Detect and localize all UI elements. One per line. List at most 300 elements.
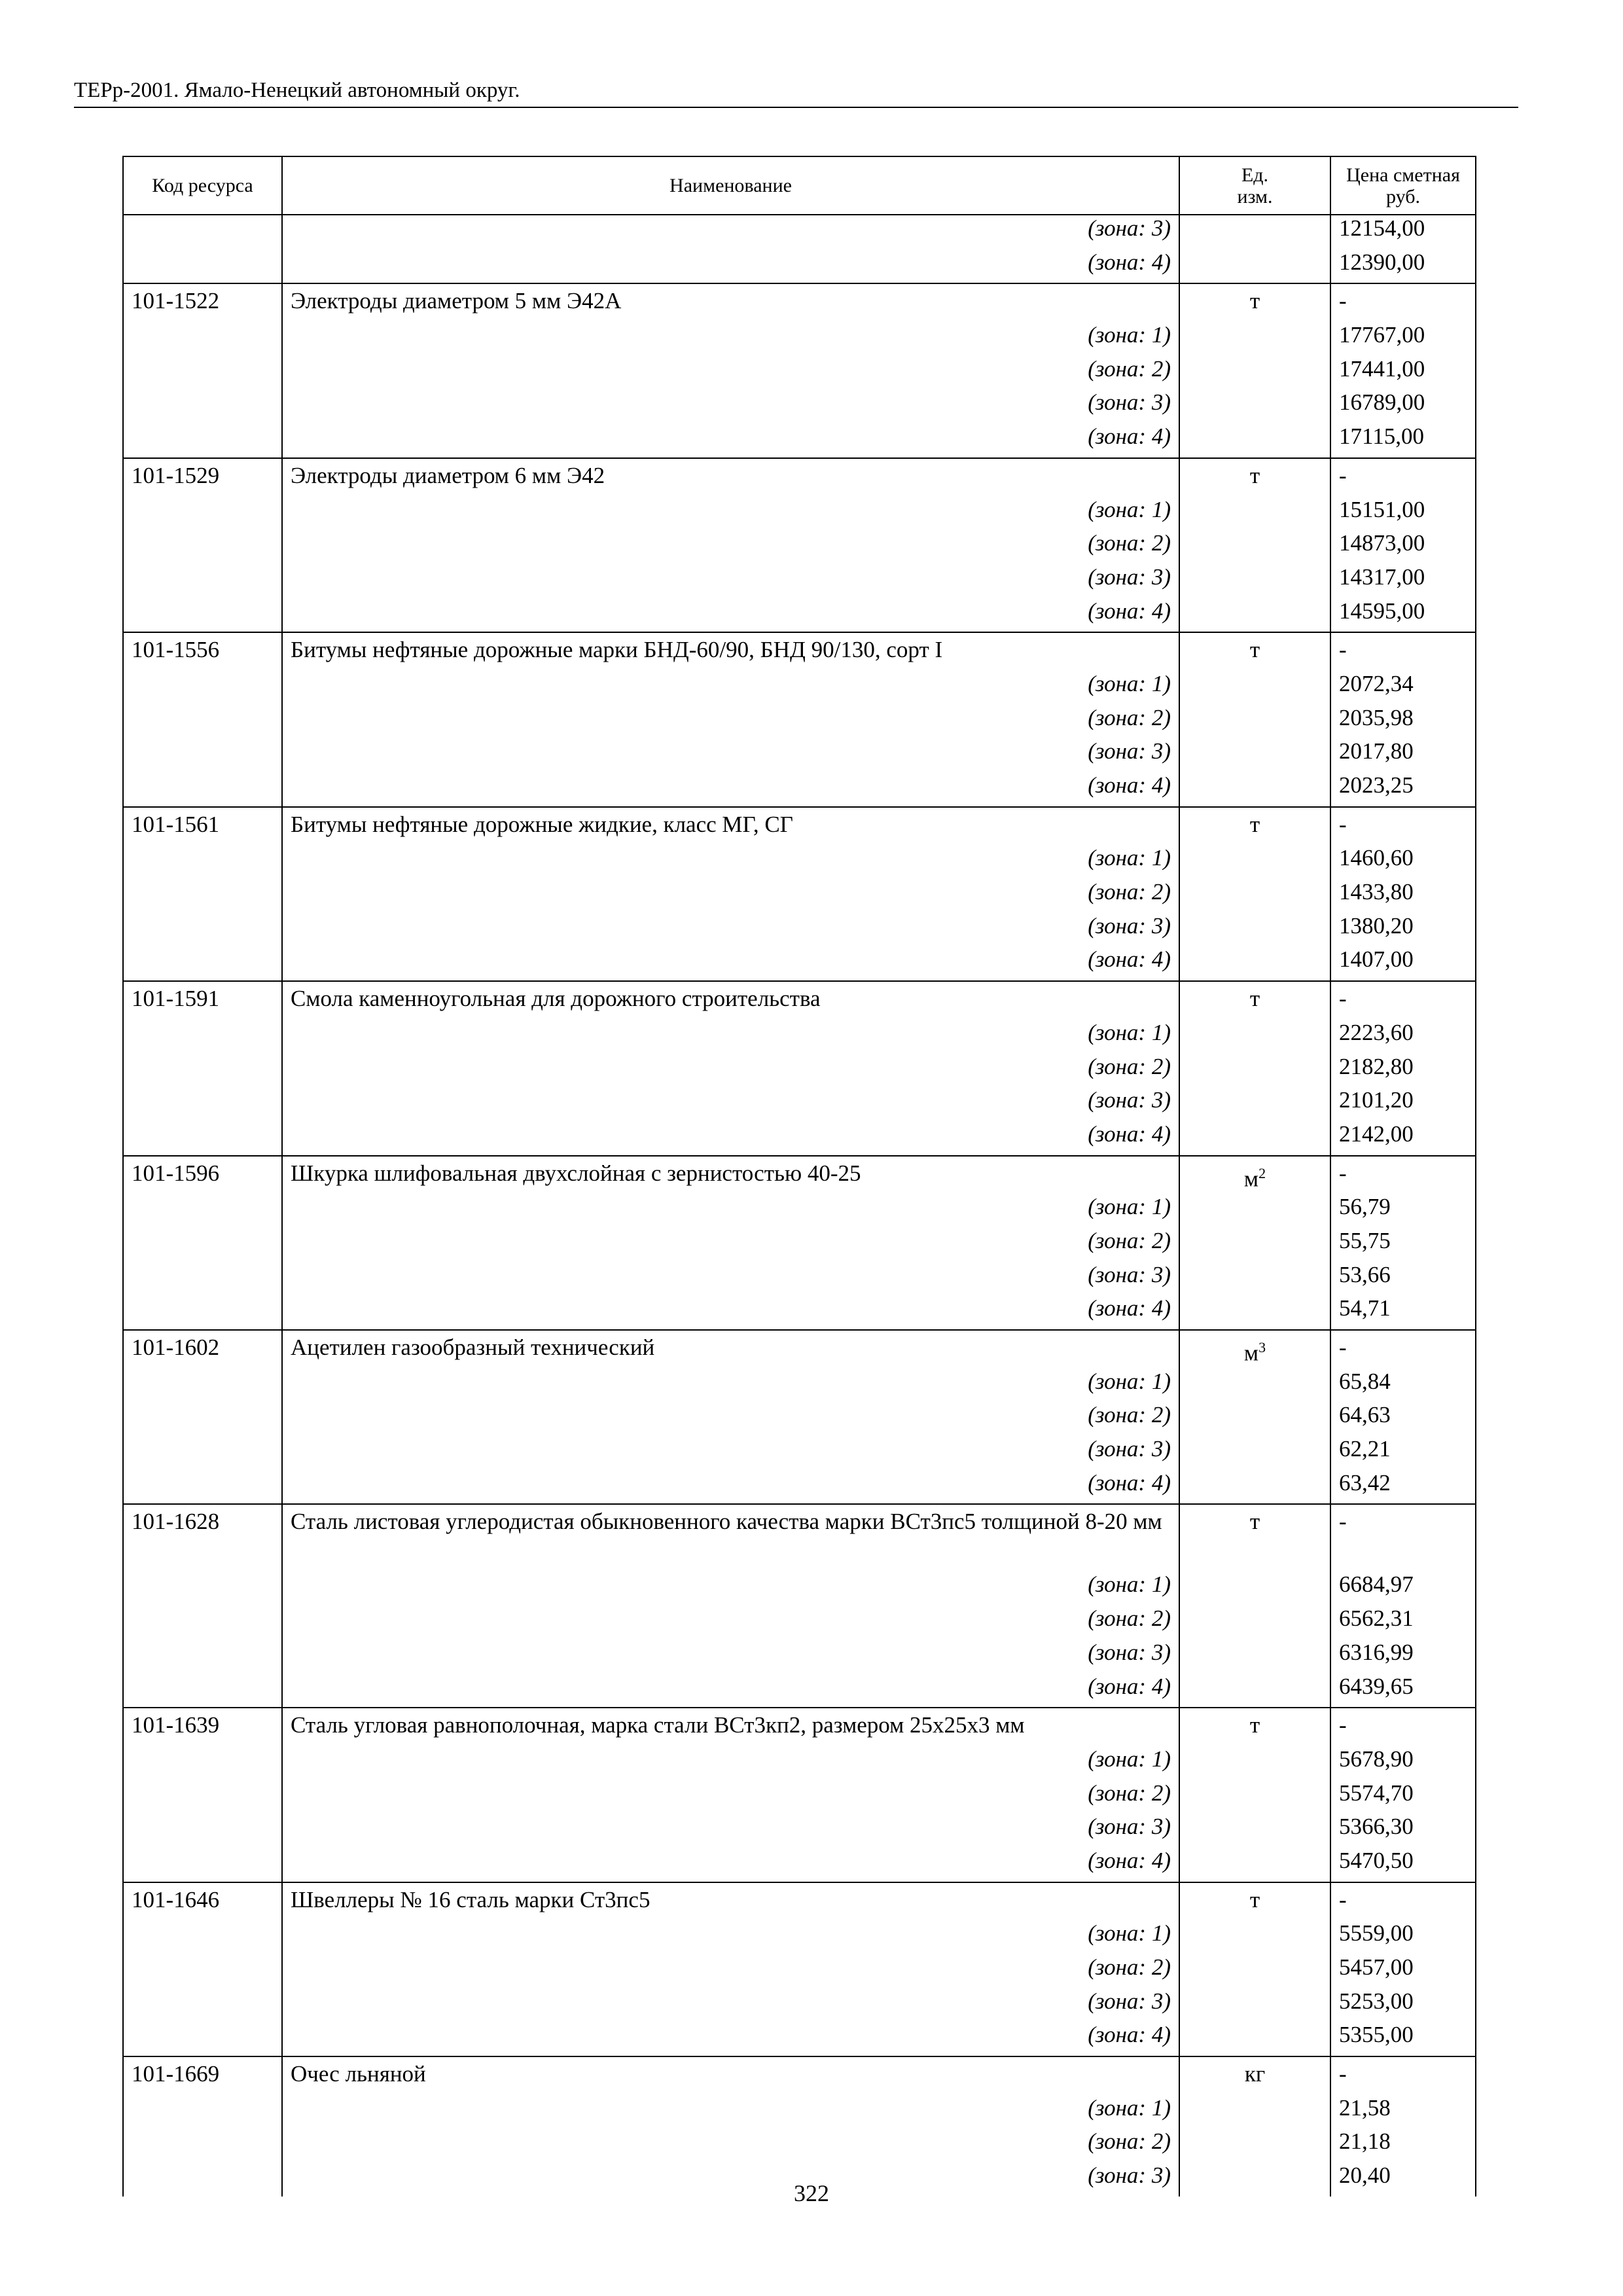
unit-cell: [1179, 845, 1330, 879]
zone-row: [123, 2095, 1476, 2129]
unit-cell: [1179, 1369, 1330, 1403]
code-cell: [123, 1228, 282, 1262]
zone-row: [123, 1920, 1476, 1954]
zone-price: 14595,00: [1330, 598, 1476, 633]
unit-cell: [1179, 598, 1330, 633]
resource-row: [123, 632, 1476, 671]
zone-label: (зона: 1): [282, 1746, 1179, 1780]
zone-label: (зона: 3): [282, 1988, 1179, 2022]
zone-label: (зона: 3): [282, 1814, 1179, 1848]
zone-row: [123, 1228, 1476, 1262]
page-number: 322: [794, 2180, 829, 2206]
zone-label: (зона: 2): [282, 705, 1179, 739]
code-cell: [123, 1920, 282, 1954]
table-header-row: [123, 156, 1476, 215]
zone-label: (зона: 3): [282, 215, 1179, 249]
unit-cell: [1179, 1470, 1330, 1505]
code-cell: [123, 564, 282, 598]
resource-price: -: [1330, 458, 1476, 497]
zone-label: (зона: 4): [282, 2022, 1179, 2056]
zone-price: 2142,00: [1330, 1121, 1476, 1156]
resource-code: 101-1522: [123, 283, 282, 322]
zone-label: (зона: 1): [282, 1194, 1179, 1228]
resource-unit-text: т: [1249, 986, 1260, 1012]
unit-cell: [1179, 879, 1330, 913]
code-cell: [123, 1640, 282, 1674]
resource-name: Очес льняной: [282, 2056, 1179, 2095]
zone-row: [123, 389, 1476, 423]
zone-label: (зона: 1): [282, 845, 1179, 879]
resource-code: 101-1669: [123, 2056, 282, 2095]
resource-name: Швеллеры № 16 сталь марки Ст3пс5: [282, 1882, 1179, 1921]
zone-price: 1407,00: [1330, 946, 1476, 981]
zone-label: (зона: 2): [282, 1228, 1179, 1262]
resource-code: 101-1602: [123, 1330, 282, 1369]
code-cell: [123, 946, 282, 981]
zone-label: (зона: 1): [282, 671, 1179, 705]
zone-label: (зона: 1): [282, 322, 1179, 356]
resource-name: Смола каменноугольная для дорожного строительства: [282, 981, 1179, 1020]
zone-label: (зона: 4): [282, 1121, 1179, 1156]
code-cell: [123, 1054, 282, 1088]
resource-unit-text: кг: [1244, 2061, 1266, 2087]
zone-row: [123, 1571, 1476, 1605]
code-cell: [123, 1746, 282, 1780]
resource-unit: [1179, 1504, 1330, 1571]
unit-cell: [1179, 1436, 1330, 1470]
unit-cell: [1179, 913, 1330, 947]
resource-name: Битумы нефтяные дорожные жидкие, класс МГ, СГ: [282, 807, 1179, 846]
zone-label: (зона: 4): [282, 1674, 1179, 1708]
code-cell: [123, 322, 282, 356]
zone-row: [123, 946, 1476, 981]
zone-label: (зона: 4): [282, 423, 1179, 458]
zone-label: (зона: 4): [282, 1295, 1179, 1330]
code-cell: [123, 1194, 282, 1228]
zone-row: [123, 598, 1476, 633]
zone-row: [123, 1054, 1476, 1088]
resource-row: [123, 283, 1476, 322]
zone-label: (зона: 2): [282, 1954, 1179, 1988]
zone-price: 6684,97: [1330, 1571, 1476, 1605]
zone-price: 62,21: [1330, 1436, 1476, 1470]
zone-row: [123, 1674, 1476, 1708]
zone-row: [123, 1814, 1476, 1848]
unit-cell: [1179, 1988, 1330, 2022]
zone-row: [123, 772, 1476, 807]
unit-cell: [1179, 564, 1330, 598]
zone-price: 1380,20: [1330, 913, 1476, 947]
unit-cell: [1179, 1954, 1330, 1988]
resource-name: Электроды диаметром 6 мм Э42: [282, 458, 1179, 497]
resource-unit-text: т: [1249, 1509, 1260, 1535]
code-cell: [123, 1020, 282, 1054]
resource-code: 101-1556: [123, 632, 282, 671]
code-cell: [123, 497, 282, 531]
unit-exponent: 3: [1258, 1339, 1266, 1355]
zone-label: (зона: 3): [282, 1436, 1179, 1470]
resource-row: [123, 981, 1476, 1020]
resource-price: -: [1330, 1504, 1476, 1571]
resource-unit: [1179, 1882, 1330, 1921]
zone-price: 6439,65: [1330, 1674, 1476, 1708]
zone-row: [123, 879, 1476, 913]
code-cell: [123, 1087, 282, 1121]
unit-cell: [1179, 497, 1330, 531]
zone-row: [123, 1780, 1476, 1814]
code-cell: [123, 2128, 282, 2162]
zone-label: (зона: 3): [282, 564, 1179, 598]
zone-price: 2182,80: [1330, 1054, 1476, 1088]
unit-cell: [1179, 1920, 1330, 1954]
resource-unit: [1179, 1708, 1330, 1746]
unit-cell: [1179, 389, 1330, 423]
price-table: [122, 156, 1476, 2197]
zone-price: 5574,70: [1330, 1780, 1476, 1814]
zone-price: 5559,00: [1330, 1920, 1476, 1954]
column-header-unit: [1179, 156, 1330, 215]
code-cell: [123, 772, 282, 807]
column-header-price: [1330, 156, 1476, 215]
resource-unit: [1179, 2056, 1330, 2095]
zone-price: 21,58: [1330, 2095, 1476, 2129]
zone-row: [123, 1470, 1476, 1505]
zone-label: (зона: 2): [282, 1054, 1179, 1088]
resource-unit: [1179, 1156, 1330, 1194]
zone-label: (зона: 4): [282, 772, 1179, 807]
code-cell: [123, 1605, 282, 1640]
zone-row: [123, 1295, 1476, 1330]
column-header-name: Наименование: [282, 156, 1179, 215]
unit-cell: [1179, 946, 1330, 981]
zone-label: (зона: 4): [282, 598, 1179, 633]
code-cell: [123, 2022, 282, 2056]
zone-label: (зона: 1): [282, 1920, 1179, 1954]
zone-row: [123, 1954, 1476, 1988]
column-header-code: Код ресурса: [123, 156, 282, 215]
unit-cell: [1179, 1087, 1330, 1121]
unit-cell: [1179, 1814, 1330, 1848]
zone-label: (зона: 2): [282, 1402, 1179, 1436]
zone-label: (зона: 4): [282, 249, 1179, 284]
zone-price: 5253,00: [1330, 1988, 1476, 2022]
resource-unit-text: т: [1249, 462, 1260, 488]
zone-row: [123, 913, 1476, 947]
resource-unit-text: м: [1243, 1166, 1259, 1192]
zone-price: 2072,34: [1330, 671, 1476, 705]
zone-label: (зона: 3): [282, 738, 1179, 772]
resource-price: -: [1330, 1330, 1476, 1369]
resource-unit-text: т: [1249, 637, 1260, 663]
unit-cell: [1179, 1640, 1330, 1674]
zone-price: 12390,00: [1330, 249, 1476, 284]
resource-price: -: [1330, 283, 1476, 322]
unit-cell: [1179, 215, 1330, 249]
code-cell: [123, 423, 282, 458]
unit-cell: [1179, 1262, 1330, 1296]
resource-name: Электроды диаметром 5 мм Э42А: [282, 283, 1179, 322]
zone-label: (зона: 4): [282, 1470, 1179, 1505]
code-cell: [123, 389, 282, 423]
zone-row: [123, 322, 1476, 356]
resource-price: -: [1330, 807, 1476, 846]
code-cell: [123, 530, 282, 564]
code-cell: [123, 1674, 282, 1708]
zone-price: 65,84: [1330, 1369, 1476, 1403]
resource-code: 101-1529: [123, 458, 282, 497]
code-cell: [123, 1436, 282, 1470]
zone-label: (зона: 3): [282, 389, 1179, 423]
code-cell: [123, 356, 282, 390]
zone-price: 64,63: [1330, 1402, 1476, 1436]
zone-row: [123, 1988, 1476, 2022]
zone-label: (зона: 3): [282, 2162, 1179, 2197]
zone-price: 5366,30: [1330, 1814, 1476, 1848]
resource-name: Ацетилен газообразный технический: [282, 1330, 1179, 1369]
unit-cell: [1179, 2095, 1330, 2129]
unit-cell: [1179, 1780, 1330, 1814]
zone-row: [123, 1605, 1476, 1640]
code-cell: [123, 738, 282, 772]
resource-unit: [1179, 1330, 1330, 1369]
resource-unit-text: т: [1249, 1712, 1260, 1738]
resource-row: [123, 1504, 1476, 1571]
zone-price: 5678,90: [1330, 1746, 1476, 1780]
resource-unit: [1179, 458, 1330, 497]
zone-label: (зона: 3): [282, 1640, 1179, 1674]
resource-code: 101-1628: [123, 1504, 282, 1571]
zone-row: [123, 2128, 1476, 2162]
unit-cell: [1179, 1054, 1330, 1088]
zone-label: (зона: 4): [282, 1848, 1179, 1882]
unit-cell: [1179, 356, 1330, 390]
zone-price: 6316,99: [1330, 1640, 1476, 1674]
unit-cell: [1179, 1605, 1330, 1640]
code-cell: [123, 1848, 282, 1882]
code-cell: [123, 1814, 282, 1848]
zone-price: 14317,00: [1330, 564, 1476, 598]
zone-row: [123, 249, 1476, 284]
unit-cell: [1179, 2022, 1330, 2056]
zone-row: [123, 1262, 1476, 1296]
zone-label: (зона: 1): [282, 1369, 1179, 1403]
zone-row: [123, 1121, 1476, 1156]
resource-price: -: [1330, 2056, 1476, 2095]
column-header-unit-line2: изм.: [1237, 185, 1273, 207]
table-body: [123, 215, 1476, 2197]
zone-label: (зона: 1): [282, 497, 1179, 531]
zone-price: 17115,00: [1330, 423, 1476, 458]
zone-price: 55,75: [1330, 1228, 1476, 1262]
unit-cell: [1179, 423, 1330, 458]
zone-price: 17441,00: [1330, 356, 1476, 390]
unit-cell: [1179, 322, 1330, 356]
zone-row: [123, 530, 1476, 564]
resource-price: -: [1330, 1156, 1476, 1194]
zone-price: 1433,80: [1330, 879, 1476, 913]
code-cell: [123, 1402, 282, 1436]
unit-cell: [1179, 1020, 1330, 1054]
resource-row: [123, 1330, 1476, 1369]
resource-row: [123, 1156, 1476, 1194]
code-cell: [123, 1262, 282, 1296]
resource-code: 101-1596: [123, 1156, 282, 1194]
zone-row: [123, 705, 1476, 739]
code-cell: [123, 1954, 282, 1988]
zone-row: [123, 671, 1476, 705]
resource-unit: [1179, 981, 1330, 1020]
unit-cell: [1179, 249, 1330, 284]
column-header-price-line2: руб.: [1386, 185, 1420, 207]
zone-row: [123, 2022, 1476, 2056]
zone-price: 17767,00: [1330, 322, 1476, 356]
unit-cell: [1179, 705, 1330, 739]
resource-code: 101-1561: [123, 807, 282, 846]
resource-name: Шкурка шлифовальная двухслойная с зернистостью 40-25: [282, 1156, 1179, 1194]
unit-cell: [1179, 1746, 1330, 1780]
resource-row: [123, 458, 1476, 497]
zone-row: [123, 738, 1476, 772]
page-header: [74, 74, 1518, 108]
resource-unit-text: т: [1249, 811, 1260, 837]
code-cell: [123, 215, 282, 249]
code-cell: [123, 1571, 282, 1605]
resource-unit-text: т: [1249, 1886, 1260, 1912]
zone-label: (зона: 2): [282, 530, 1179, 564]
code-cell: [123, 1470, 282, 1505]
unit-cell: [1179, 530, 1330, 564]
zone-row: [123, 1640, 1476, 1674]
zone-label: (зона: 4): [282, 946, 1179, 981]
resource-code: 101-1639: [123, 1708, 282, 1746]
zone-label: (зона: 3): [282, 913, 1179, 947]
resource-name: Сталь угловая равнополочная, марка стали ВСт3кп2, размером 25х25х3 мм: [282, 1708, 1179, 1746]
code-cell: [123, 705, 282, 739]
resource-price: -: [1330, 981, 1476, 1020]
zone-price: 63,42: [1330, 1470, 1476, 1505]
code-cell: [123, 1988, 282, 2022]
unit-cell: [1179, 738, 1330, 772]
zone-row: [123, 497, 1476, 531]
zone-row: [123, 215, 1476, 249]
resource-row: [123, 2056, 1476, 2095]
document-title: ТЕРр-2001. Ямало-Ненецкий автономный округ.: [74, 79, 520, 102]
zone-price: 14873,00: [1330, 530, 1476, 564]
zone-price: 2223,60: [1330, 1020, 1476, 1054]
unit-cell: [1179, 1295, 1330, 1330]
code-cell: [123, 1780, 282, 1814]
unit-cell: [1179, 1674, 1330, 1708]
resource-unit: [1179, 283, 1330, 322]
zone-row: [123, 1402, 1476, 1436]
zone-label: (зона: 1): [282, 1571, 1179, 1605]
resource-row: [123, 1708, 1476, 1746]
zone-price: 16789,00: [1330, 389, 1476, 423]
zone-label: (зона: 2): [282, 879, 1179, 913]
code-cell: [123, 845, 282, 879]
zone-label: (зона: 1): [282, 1020, 1179, 1054]
resource-unit-text: м: [1243, 1340, 1259, 1366]
unit-cell: [1179, 1571, 1330, 1605]
zone-row: [123, 1087, 1476, 1121]
resource-unit-text: т: [1249, 288, 1260, 314]
resource-price: -: [1330, 632, 1476, 671]
code-cell: [123, 1295, 282, 1330]
zone-row: [123, 356, 1476, 390]
resource-price: -: [1330, 1708, 1476, 1746]
code-cell: [123, 671, 282, 705]
zone-price: 56,79: [1330, 1194, 1476, 1228]
unit-cell: [1179, 1194, 1330, 1228]
zone-label: (зона: 2): [282, 1780, 1179, 1814]
unit-cell: [1179, 772, 1330, 807]
zone-price: 1460,60: [1330, 845, 1476, 879]
code-cell: [123, 1121, 282, 1156]
zone-label: (зона: 2): [282, 356, 1179, 390]
unit-exponent: 2: [1258, 1164, 1266, 1181]
zone-label: (зона: 3): [282, 1087, 1179, 1121]
resource-code: 101-1591: [123, 981, 282, 1020]
zone-price: 5355,00: [1330, 2022, 1476, 2056]
zone-price: 2035,98: [1330, 705, 1476, 739]
column-header-price-line1: Цена сметная: [1346, 164, 1460, 186]
column-header-unit-line1: Ед.: [1241, 164, 1269, 186]
resource-name: Битумы нефтяные дорожные марки БНД-60/90, БНД 90/130, сорт I: [282, 632, 1179, 671]
zone-row: [123, 564, 1476, 598]
zone-label: (зона: 2): [282, 1605, 1179, 1640]
zone-row: [123, 845, 1476, 879]
unit-cell: [1179, 1121, 1330, 1156]
zone-row: [123, 1369, 1476, 1403]
code-cell: [123, 249, 282, 284]
zone-price: 2017,80: [1330, 738, 1476, 772]
code-cell: [123, 598, 282, 633]
zone-price: 15151,00: [1330, 497, 1476, 531]
zone-price: 5457,00: [1330, 1954, 1476, 1988]
resource-price: -: [1330, 1882, 1476, 1921]
code-cell: [123, 1369, 282, 1403]
resource-unit: [1179, 632, 1330, 671]
zone-label: (зона: 3): [282, 1262, 1179, 1296]
zone-row: [123, 423, 1476, 458]
zone-row: [123, 1746, 1476, 1780]
zone-price: 20,40: [1330, 2162, 1476, 2197]
resource-unit: [1179, 807, 1330, 846]
resource-row: [123, 1882, 1476, 1921]
unit-cell: [1179, 2128, 1330, 2162]
zone-row: [123, 1194, 1476, 1228]
zone-price: 54,71: [1330, 1295, 1476, 1330]
zone-price: 2101,20: [1330, 1087, 1476, 1121]
unit-cell: [1179, 1228, 1330, 1262]
code-cell: [123, 2095, 282, 2129]
resource-row: [123, 807, 1476, 846]
zone-price: 12154,00: [1330, 215, 1476, 249]
resource-code: 101-1646: [123, 1882, 282, 1921]
zone-price: 6562,31: [1330, 1605, 1476, 1640]
zone-label: (зона: 1): [282, 2095, 1179, 2129]
zone-row: [123, 1020, 1476, 1054]
zone-price: 2023,25: [1330, 772, 1476, 807]
unit-cell: [1179, 671, 1330, 705]
code-cell: [123, 913, 282, 947]
resource-name: Сталь листовая углеродистая обыкновенного качества марки ВСт3пс5 толщиной 8-20 мм: [282, 1504, 1179, 1571]
zone-row: [123, 1848, 1476, 1882]
code-cell: [123, 879, 282, 913]
zone-label: (зона: 2): [282, 2128, 1179, 2162]
unit-cell: [1179, 1402, 1330, 1436]
zone-row: [123, 1436, 1476, 1470]
